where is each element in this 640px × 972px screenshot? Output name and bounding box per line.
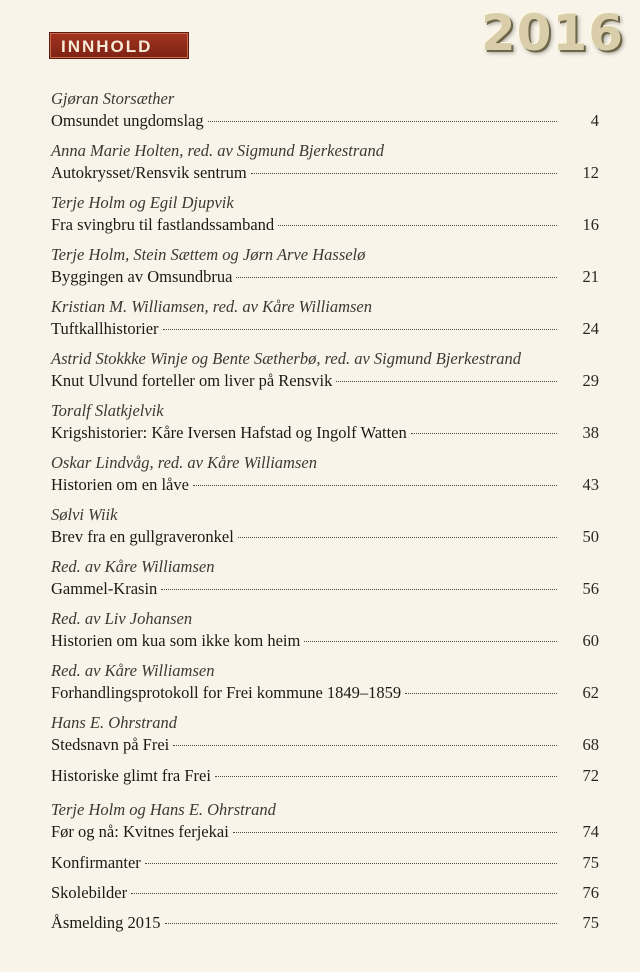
dot-leader bbox=[336, 381, 557, 382]
toc-entry-row bbox=[51, 820, 599, 843]
toc-entry bbox=[51, 712, 599, 756]
toc-entry-page-number: 12 bbox=[582, 163, 599, 182]
toc-entry bbox=[51, 660, 599, 704]
toc-entry-row bbox=[51, 421, 599, 444]
dot-leader bbox=[173, 745, 557, 746]
year-title: 2016 bbox=[480, 4, 624, 62]
toc-entry-author: Toralf Slatkjelvik bbox=[51, 401, 164, 420]
toc-entry-title: Knut Ulvund forteller om liver på Rensvik bbox=[51, 371, 333, 390]
dot-leader bbox=[278, 225, 557, 226]
toc-entry-title: Fra svingbru til fastlandssamband bbox=[51, 215, 275, 234]
toc-entry-page-number: 29 bbox=[582, 371, 599, 390]
toc-entry-row bbox=[51, 764, 599, 787]
toc-entry bbox=[51, 851, 599, 874]
toc-entry-author: Gjøran Storsæther bbox=[51, 89, 175, 108]
toc-entry bbox=[51, 608, 599, 652]
toc-entry-row bbox=[51, 681, 599, 704]
toc-entry-title: Tuftkallhistorier bbox=[51, 319, 159, 338]
dot-leader bbox=[208, 121, 557, 122]
toc-entry-title: Før og nå: Kvitnes ferjekai bbox=[51, 822, 229, 841]
toc-entry-title: Åsmelding 2015 bbox=[51, 913, 161, 932]
toc-entry-title: Skolebilder bbox=[51, 883, 128, 902]
toc-entry-page-number: 16 bbox=[582, 215, 599, 234]
toc-entry-title: Krigshistorier: Kåre Iversen Hafstad og Ingolf Watten bbox=[51, 423, 407, 442]
toc-entry-row bbox=[51, 851, 599, 874]
dot-leader bbox=[251, 173, 557, 174]
toc-entry-page-number: 68 bbox=[582, 735, 599, 754]
toc-entry-title: Omsundet ungdomslag bbox=[51, 111, 204, 130]
dot-leader bbox=[304, 641, 557, 642]
toc-entry-title: Forhandlingsprotokoll for Frei kommune 1849–1859 bbox=[51, 683, 402, 702]
toc-entry bbox=[51, 348, 599, 392]
toc-entry-author: Kristian M. Williamsen, red. av Kåre Williamsen bbox=[51, 297, 372, 316]
toc-entry-page-number: 38 bbox=[582, 423, 599, 442]
toc-entry-row bbox=[51, 525, 599, 548]
toc-entry bbox=[51, 556, 599, 600]
toc-entry-row bbox=[51, 473, 599, 496]
toc-entry-row bbox=[51, 161, 599, 184]
toc-entry-page-number: 72 bbox=[582, 766, 599, 785]
toc-entry bbox=[51, 244, 599, 288]
dot-leader bbox=[131, 893, 557, 894]
dot-leader bbox=[215, 776, 557, 777]
toc-entry bbox=[51, 296, 599, 340]
toc-entry-row bbox=[51, 265, 599, 288]
toc-entry-author: Red. av Liv Johansen bbox=[51, 609, 193, 628]
toc-entry-author: Red. av Kåre Williamsen bbox=[51, 661, 215, 680]
toc-entry-page-number: 21 bbox=[582, 267, 599, 286]
toc-entry bbox=[51, 88, 599, 132]
toc-entry-row bbox=[51, 109, 599, 132]
toc-entry-page-number: 60 bbox=[582, 631, 599, 650]
dot-leader bbox=[163, 329, 557, 330]
toc-entry-page-number: 74 bbox=[582, 822, 599, 841]
toc-entry-author: Terje Holm, Stein Sættem og Jørn Arve Hasselø bbox=[51, 245, 366, 264]
toc-entry-title: Historiske glimt fra Frei bbox=[51, 766, 211, 785]
toc-entry-title: Brev fra en gullgraveronkel bbox=[51, 527, 234, 546]
toc-entry-title: Historien om kua som ikke kom heim bbox=[51, 631, 301, 650]
section-badge: INNHOLD bbox=[49, 32, 189, 59]
toc-entry-page-number: 24 bbox=[582, 319, 599, 338]
toc-entry-row bbox=[51, 881, 599, 904]
dot-leader bbox=[236, 277, 557, 278]
dot-leader bbox=[405, 693, 557, 694]
toc-entry-title: Byggingen av Omsundbrua bbox=[51, 267, 233, 286]
dot-leader bbox=[233, 832, 557, 833]
toc-entry bbox=[51, 911, 599, 934]
toc-entry-page-number: 43 bbox=[582, 475, 599, 494]
toc-entry bbox=[51, 140, 599, 184]
toc-entry-row bbox=[51, 369, 599, 392]
toc-entry-author: Anna Marie Holten, red. av Sigmund Bjerkestrand bbox=[51, 141, 384, 160]
table-of-contents bbox=[51, 88, 599, 934]
dot-leader bbox=[411, 433, 557, 434]
toc-entry-author: Terje Holm og Hans E. Ohrstrand bbox=[51, 800, 276, 819]
dot-leader bbox=[145, 863, 557, 864]
toc-entry bbox=[51, 192, 599, 236]
toc-entry bbox=[51, 764, 599, 787]
dot-leader bbox=[238, 537, 557, 538]
toc-entry-author: Astrid Stokkke Winje og Bente Sætherbø, red. av Sigmund Bjerkestrand bbox=[51, 349, 522, 368]
toc-entry-row bbox=[51, 911, 599, 934]
toc-entry-page-number: 76 bbox=[582, 883, 599, 902]
toc-entry bbox=[51, 452, 599, 496]
toc-entry-row bbox=[51, 577, 599, 600]
toc-entry bbox=[51, 504, 599, 548]
toc-entry-author: Oskar Lindvåg, red. av Kåre Williamsen bbox=[51, 453, 317, 472]
toc-entry-page-number: 75 bbox=[582, 913, 599, 932]
toc-entry-author: Sølvi Wiik bbox=[51, 505, 118, 524]
toc-entry-page-number: 62 bbox=[582, 683, 599, 702]
toc-entry-row bbox=[51, 733, 599, 756]
toc-entry-row bbox=[51, 629, 599, 652]
toc-entry-author: Red. av Kåre Williamsen bbox=[51, 557, 215, 576]
toc-entry bbox=[51, 400, 599, 444]
toc-entry-title: Autokrysset/Rensvik sentrum bbox=[51, 163, 247, 182]
toc-entry-row bbox=[51, 213, 599, 236]
toc-entry-title: Historien om en låve bbox=[51, 475, 189, 494]
toc-entry-title: Stedsnavn på Frei bbox=[51, 735, 170, 754]
toc-entry-author: Hans E. Ohrstrand bbox=[51, 713, 178, 732]
dot-leader bbox=[161, 589, 557, 590]
toc-entry-page-number: 50 bbox=[582, 527, 599, 546]
toc-entry-page-number: 75 bbox=[582, 853, 599, 872]
toc-entry-page-number: 56 bbox=[582, 579, 599, 598]
dot-leader bbox=[165, 923, 557, 924]
dot-leader bbox=[193, 485, 557, 486]
toc-entry bbox=[51, 799, 599, 843]
toc-entry bbox=[51, 881, 599, 904]
toc-entry-row bbox=[51, 317, 599, 340]
toc-entry-page-number: 4 bbox=[590, 111, 599, 130]
toc-entry-author: Terje Holm og Egil Djupvik bbox=[51, 193, 234, 212]
toc-entry-title: Konfirmanter bbox=[51, 853, 141, 872]
toc-entry-title: Gammel-Krasin bbox=[51, 579, 158, 598]
